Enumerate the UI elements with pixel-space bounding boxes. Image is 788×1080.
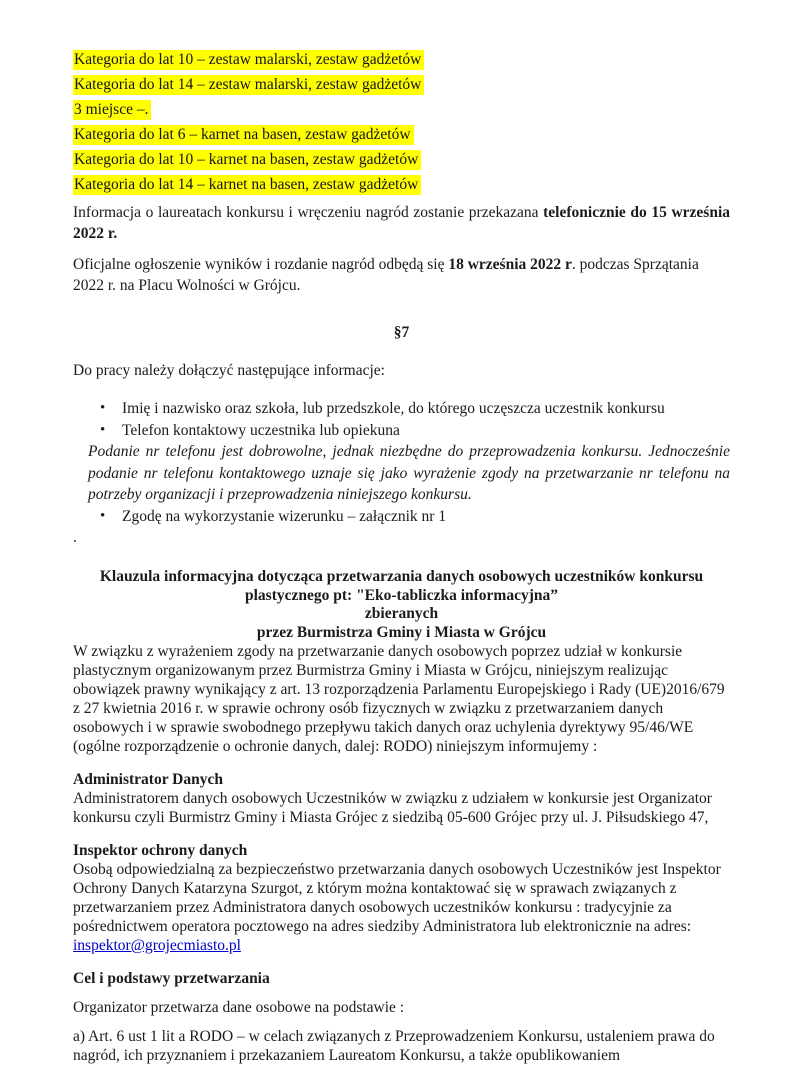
highlight-line: [73, 72, 730, 97]
notice-text: Informacja o laureatach konkursu i wręczeniu nagród zostanie przekazana: [73, 204, 544, 221]
rodo-intro-paragraph: W związku z wyrażeniem zgody na przetwarzanie danych osobowych poprzez udział w konkursie plastycznym organizowanym przez Burmistrza Gminy i Miasta w Grójcu, niniejszym realizując obowiązek prawny wynikający z art. 13 rozporządzenia Parlamentu Europejskiego i Rady (UE)2016/679 z 27 kwietnia 2016 r. w sprawie ochrony osób fizycznych w związku z przetwarzaniem danych osobowych i w sprawie swobodnego przepływu takich danych oraz uchylenia dyrektywy 95/46/WE (ogólne rozporządzenie o ochronie danych, dalej: RODO) niniejszym informujemy :: [73, 643, 725, 755]
required-info-list-continued: [73, 506, 730, 528]
data-protection-officer-body: [73, 860, 730, 955]
results-text-2: . podczas Sprzątania 2022 r. na Placu Wolności w Grójcu.: [73, 256, 699, 294]
rodo-title-line-3: przez Burmistrza Gminy i Miasta w Grójcu: [256, 623, 547, 641]
notice-deadline-bold: telefonicznie do 15 września 2022 r.: [73, 204, 731, 242]
highlight-line: [73, 172, 730, 197]
highlighted-text: Kategoria do lat 10 – zestaw malarski, zestaw gadżetów: [73, 50, 424, 70]
data-administrator-heading: Administrator Danych: [73, 771, 223, 788]
prize-categories-block: [73, 47, 730, 197]
processing-purpose-intro: Organizator przetwarza dane osobowe na podstawie :: [73, 999, 405, 1016]
highlight-line: [73, 97, 730, 122]
rodo-title-line-2: zbieranych: [364, 605, 439, 622]
highlighted-text: 3 miejsce –.: [73, 100, 151, 120]
laureates-notice-paragraph: [73, 202, 730, 244]
highlighted-text: Kategoria do lat 14 – zestaw malarski, zestaw gadżetów: [73, 75, 424, 95]
list-item: • Zgodę na wykorzystanie wizerunku – załącznik nr 1: [122, 506, 730, 528]
data-protection-officer-heading: Inspektor ochrony danych: [73, 842, 248, 859]
rodo-title-line-1: Klauzula informacyjna dotycząca przetwarzania danych osobowych uczestników konkursu plastycznego pt: "Eko-tabliczka informacyjna”: [99, 568, 704, 604]
highlight-line: [73, 122, 730, 147]
highlighted-text: Kategoria do lat 6 – karnet na basen, zestaw gadżetów: [73, 125, 414, 145]
data-administrator-body: Administratorem danych osobowych Uczestników w związku z udziałem w konkursie jest Organizator konkursu czyli Burmistrz Gminy i Miasta Grójec z siedzibą 05-600 Grójec przy ul. J. Piłsudskiego 47,: [73, 790, 712, 826]
highlight-line: [73, 147, 730, 172]
section-7-intro: Do pracy należy dołączyć następujące informacje:: [73, 362, 385, 379]
results-text-1: Oficjalne ogłoszenie wyników i rozdanie nagród odbędą się: [73, 256, 449, 273]
phone-consent-note: Podanie nr telefonu jest dobrowolne, jednak niezbędne do przeprowadzenia konkursu. Jednocześnie podanie nr telefonu kontaktowego uznaje się jako wyrażenie zgody na przetwarzanie nr telefonu na potrzeby organizacji i przeprowadzenia niniejszego konkursu.: [88, 443, 730, 503]
rodo-clause-title: [73, 568, 730, 642]
highlight-line: [73, 47, 730, 72]
results-announcement-paragraph: [73, 254, 730, 296]
inspector-email-link[interactable]: inspektor@grojecmiasto.pl: [73, 937, 241, 954]
stray-period: .: [73, 529, 77, 546]
officer-body-text: Osobą odpowiedzialną za bezpieczeństwo przetwarzania danych osobowych Uczestników jest Inspektor Ochrony Danych Katarzyna Szurgot, z którym można kontaktować się w sprawach związanych z przetwarzaniem przez Administratora danych osobowych uczestników konkursu : tradycyjnie za pośrednictwem operatora pocztowego na adres siedziby Administratora lub elektronicznie na adres:: [73, 861, 721, 935]
section-7-heading: §7: [393, 324, 410, 341]
list-item: • Imię i nazwisko oraz szkoła, lub przedszkole, do którego uczęszcza uczestnik konkursu: [122, 398, 730, 420]
highlighted-text: Kategoria do lat 14 – karnet na basen, zestaw gadżetów: [73, 175, 421, 195]
processing-purpose-item-a: a) Art. 6 ust 1 lit a RODO – w celach związanych z Przeprowadzeniem Konkursu, ustaleniem prawa do nagród, ich przyznaniem i przekazaniem Laureatom Konkursu, a także opublikowaniem: [73, 1028, 715, 1064]
required-info-list: [73, 398, 730, 441]
list-item: • Telefon kontaktowy uczestnika lub opiekuna: [122, 420, 730, 442]
processing-purpose-heading: Cel i podstawy przetwarzania: [73, 970, 270, 987]
highlighted-text: Kategoria do lat 10 – karnet na basen, zestaw gadżetów: [73, 150, 421, 170]
results-date-bold: 18 września 2022 r: [448, 256, 572, 273]
